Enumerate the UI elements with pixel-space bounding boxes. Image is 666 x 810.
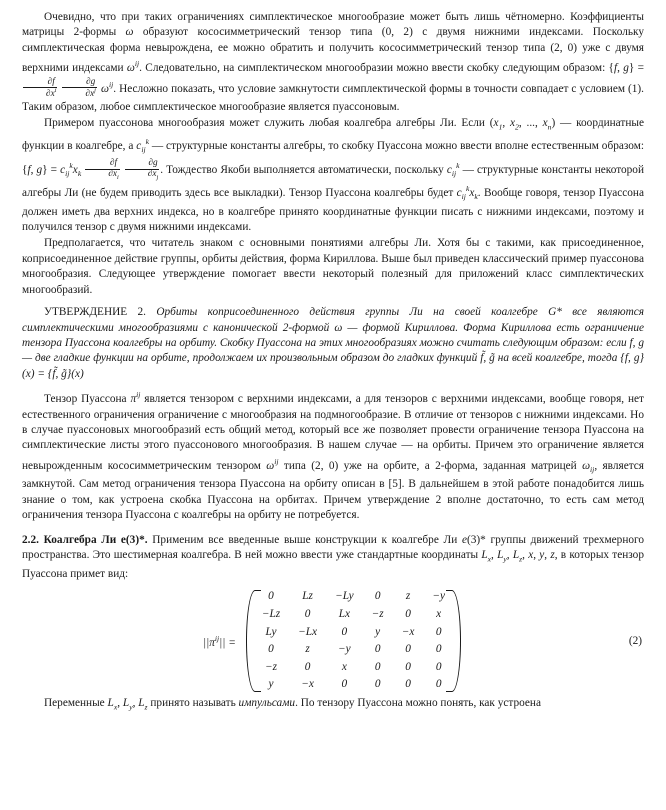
matrix-cell: y xyxy=(375,625,381,638)
paragraph-1: Очевидно, что при таких ограничениях симплектическое многообразие может быть лишь чётномерно. Коэффициенты матрицы 2-формы ω образуют кососимметрический тензор типа (0, 2) с двумя нижними индексами. Поскольку симплектическая форма невырождена, ее можно обратить и получить кососимметрический тензор типа (2, 0) уже с двумя верхними индексами $\omega^{ij}$. Следовательно, на симплектическом многообразии можно ввести скобку следующим образом: {f, g} = $\frac{\partial f}{\partial x^i}$ $\frac{\partial g}{\partial x^j}$ $\omega^{ij}$. Несложно показать, что условие замкнутости симплектической формы в точности совпадает с условием (1). Таким образом, любое симплектическое многообразие является пуассоновым. xyxy=(22,11,645,113)
matrix-cell: x xyxy=(341,660,347,673)
statement-2 xyxy=(22,305,644,382)
matrix-row xyxy=(253,641,454,659)
matrix-cell: −y xyxy=(432,590,445,603)
matrix-row xyxy=(253,606,454,624)
matrix-cell: Lz xyxy=(302,590,313,603)
left-paren xyxy=(244,588,253,694)
right-paren xyxy=(454,588,463,694)
matrix-cell: 0 xyxy=(268,643,274,656)
matrix-cell: 0 xyxy=(374,590,381,603)
matrix-cell: 0 xyxy=(374,643,381,656)
statement-body: Орбиты коприсоединенного действия группы Ли на своей коалгебре G* все являются симплектическими многообразиями с канонической 2-формой ω — формой Кириллова. Форма Кириллова есть ограничение тензора Пуассона коалгебры на орбиту. Скобку Пуассона на этих многообразиях можно считать следующим образом: если f, g — две гладкие функции на орбите, продолжаем их произвольным образом до гладких функций f̃, g̃ на всей коалгебре, тогда {f, g}(x) = {f̃, g̃}(x) xyxy=(22,306,644,380)
section-title: Коалгебра Ли e(3)*. xyxy=(43,533,148,546)
matrix-cell: 0 xyxy=(435,643,442,656)
matrix-cell: 0 xyxy=(374,660,381,673)
matrix-cell: 0 xyxy=(341,625,348,638)
matrix-cell: 0 xyxy=(405,678,411,691)
poisson-tensor-matrix xyxy=(244,588,463,694)
paragraph-4: Тензор Пуассона $\pi^{ij}$ является тензором с верхними индексами, а для тензоров с верхними индексами, вообще говоря, нет естественного ограничения ограничение с многообразия на подмногообразие. В отличие от тензоров с нижними индексами. Но в случае пуассоновых многообразий есть общий метод, который все же позволяет провести ограничение тензора Пуассона на симплектические листы этого пуассонового многообразия. В нашем случае — на орбиты. Причем это ограничение является невырожденным кососимметрическим тензором $\omega^{ij}$ типа (2, 0) уже на орбите, а 2-форма, заданная матрицей $\omega_{ij}$, является замкнутой. Сам метод ограничения тензора Пуассона на орбиту описан в [5]. В дальнейшем в этой работе понадобится лишь знание о том, как устроена скобка Пуассона на орбитах. Причем утверждение 2 вполне достаточно, то есть сам метод ограничения тензора Пуассона с коалгебры на орбиту не потребуется. xyxy=(22,390,644,522)
matrix-cell: −x xyxy=(301,678,314,691)
matrix-cell: 0 xyxy=(341,678,348,691)
matrix-cell: −z xyxy=(371,607,384,620)
matrix-row xyxy=(253,588,454,606)
matrix-cell: −y xyxy=(338,643,351,656)
paragraph-2: Примером пуассонова многообразия может служить любая коалгебра алгебры Ли. Если ($x_1$, $x_2$, ..., $x_n$) — координатные функции в коалгебре, а $c_{ij}^k$ — структурные константы алгебры, то скобку Пуассона можно ввести вполне естественным образом: {f, $g\} = c_{ij}^kx_k$ $\frac{\partial f}{\partial x_i}$ $\frac{\partial g}{\partial x_j}$ . Тождество Якоби выполняется автоматически, поскольку $c_{ij}^k$ — структурные константы некоторой алгебры Ли (не будем приводить здесь все выкладки). Тензор Пуассона коалгебры будет $c_{ij}^kx_k$. Вообще говоря, тензор Пуассона должен иметь два верхних индекса, но в коалгебре принято координатные функции писать с нижними индексами, поэтому и получился тензор с двумя нижними индексами. xyxy=(22,116,645,234)
paragraph-3: Предполагается, что читатель знаком с основными понятиями алгебры Ли. Хотя бы с такими, как присоединенное, коприсоединенное действие группы, орбиты действия, форма Кириллова. Выше был приведен классический пример пуассонова многообразия. Следующее утверждение помогает ввести некоторый полезный для приложений класс симплектических многообразий. xyxy=(22,237,644,296)
equation-label: $||\pi^{ij}||$ = xyxy=(203,633,236,649)
matrix-cell: 0 xyxy=(435,660,442,673)
matrix-cell: 0 xyxy=(268,590,274,603)
matrix-cell: −x xyxy=(401,625,415,638)
matrix-row xyxy=(253,624,454,642)
section-number: 2.2. xyxy=(22,533,39,546)
matrix-cell: 0 xyxy=(435,625,442,638)
equation-number: (2) xyxy=(628,635,642,648)
section-heading-2-2 xyxy=(22,533,644,583)
matrix-cell: Ly xyxy=(265,625,277,638)
matrix-cell: 0 xyxy=(304,607,311,620)
matrix-cell: −Ly xyxy=(335,590,354,603)
matrix-cell: −Lx xyxy=(298,625,318,638)
matrix-cell: 0 xyxy=(435,678,442,691)
matrix-cell: −z xyxy=(264,660,278,673)
matrix-cell: 0 xyxy=(405,607,411,620)
matrix-cell: x xyxy=(436,607,442,620)
matrix-cell: 0 xyxy=(405,643,411,656)
matrix-cell: z xyxy=(405,590,411,603)
matrix-cell: 0 xyxy=(374,678,381,691)
matrix-cell: y xyxy=(268,678,274,691)
matrix-cell: z xyxy=(305,643,310,656)
section-text: Применим все введенные выше конструкции к коалгебре Ли e(3)* группы движений трехмерного пространства. Это шестимерная коалгебра. В ней можно ввести уже стандартные координаты $L_x$, $L_y$, $L_z$, x, y, z, в которых тензор Пуассона примет вид: xyxy=(22,533,645,580)
equation-2 xyxy=(22,588,644,694)
matrix-cell: 0 xyxy=(304,660,311,673)
matrix-cell: 0 xyxy=(405,660,411,673)
matrix-cell: −Lz xyxy=(261,607,281,620)
paragraph-5: Переменные $L_x$, $L_y$, $L_z$ принято называть импульсами. По тензору Пуассона можно понять, как устроена xyxy=(44,696,541,712)
matrix-row xyxy=(253,659,454,677)
statement-label: УТВЕРЖДЕНИЕ 2. xyxy=(44,306,146,319)
matrix-cell: Lx xyxy=(338,607,351,620)
matrix-row xyxy=(253,676,454,694)
